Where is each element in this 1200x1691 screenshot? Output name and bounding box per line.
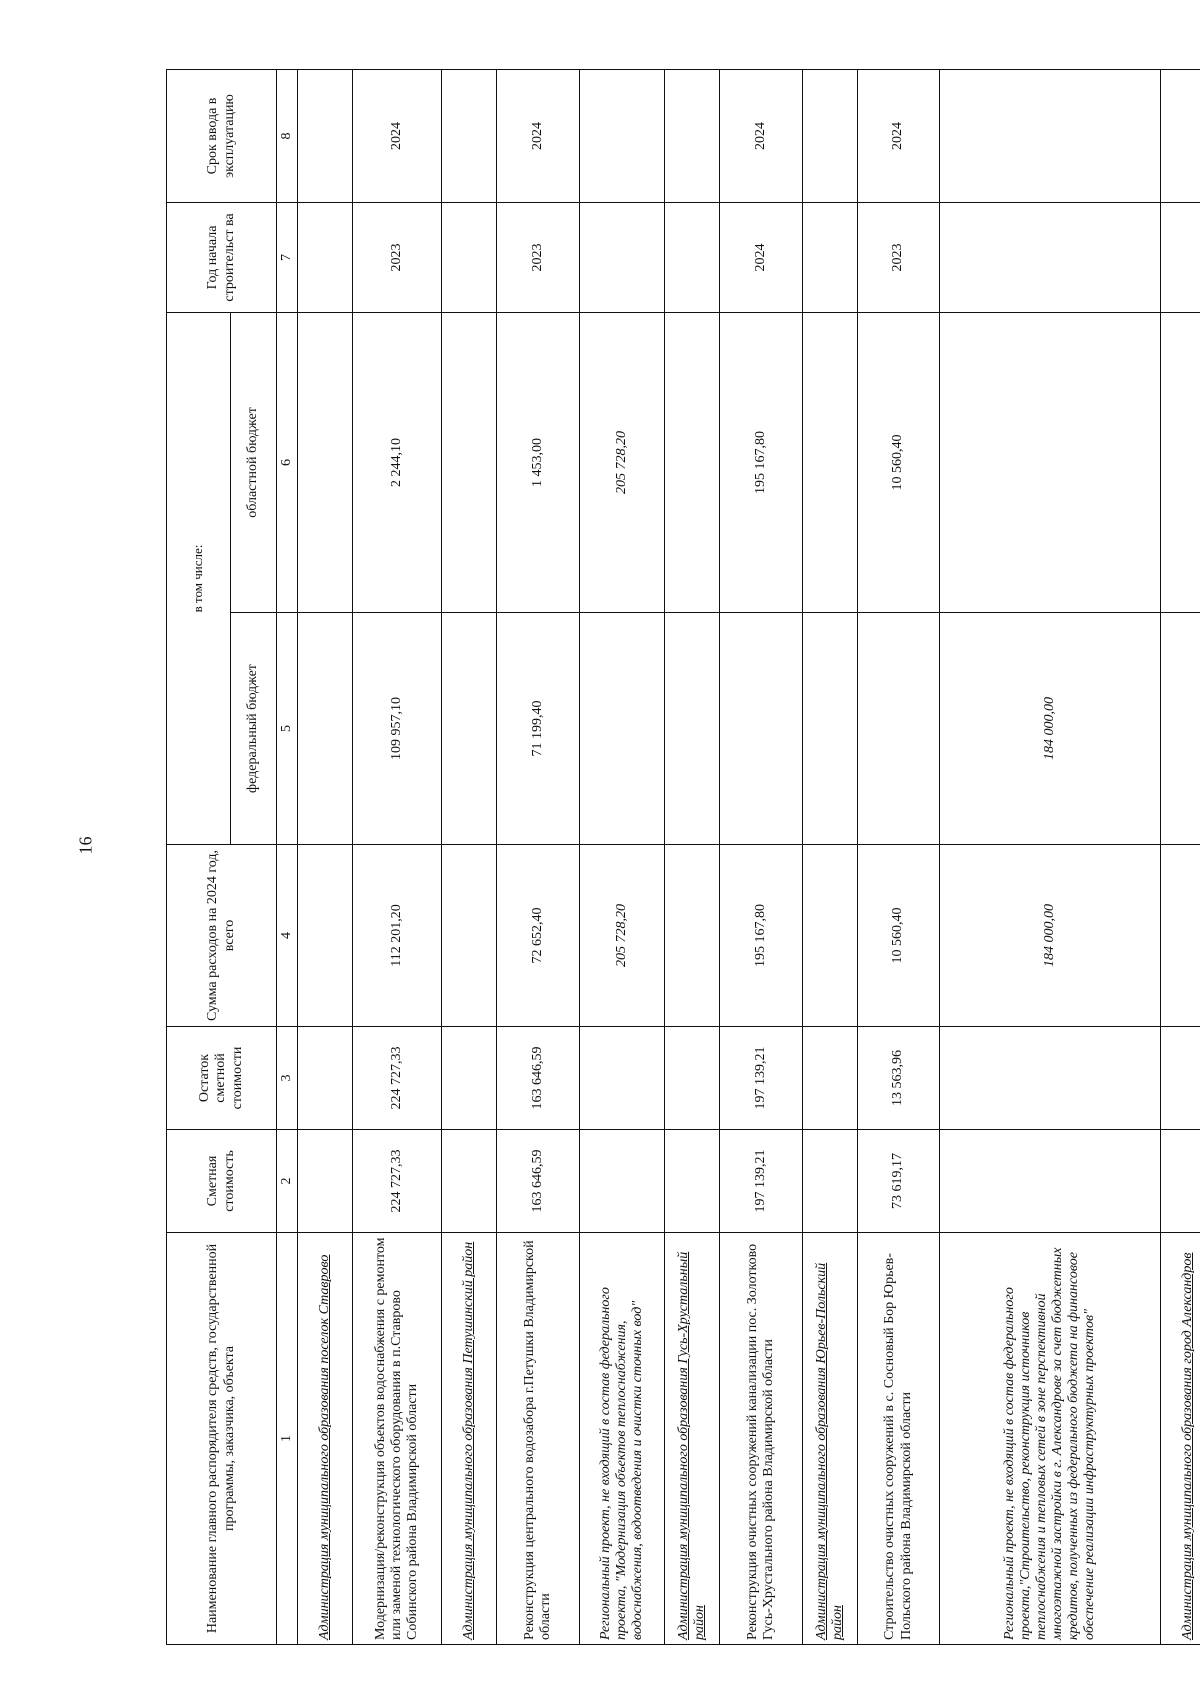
cell-c8	[664, 69, 719, 202]
cell-c6	[442, 312, 497, 612]
cell-c5	[1160, 613, 1200, 845]
column-number: 1	[277, 1233, 298, 1645]
header-in-that: в том числе:	[167, 312, 231, 844]
object-name	[857, 1233, 940, 1645]
object-name	[353, 1233, 442, 1645]
cell-c8	[940, 69, 1160, 202]
table-row	[580, 69, 665, 1644]
cell-c7	[664, 202, 719, 312]
cell-c4	[664, 845, 719, 1027]
cell-c4: 184 000,00	[940, 845, 1160, 1027]
organization-name	[298, 1233, 353, 1645]
cell-c3	[664, 1027, 719, 1130]
header-commission-date: Срок ввода в эксплуатацию	[167, 69, 277, 202]
cell-c5: 71 199,40	[497, 613, 580, 845]
table-row	[719, 69, 802, 1644]
cell-c8: 2024	[719, 69, 802, 202]
cell-c4: 195 167,80	[719, 845, 802, 1027]
table-row	[802, 69, 857, 1644]
cell-c6: 2 244,10	[353, 312, 442, 612]
cell-c4	[802, 845, 857, 1027]
cell-c3	[1160, 1027, 1200, 1130]
cell-c8: 2024	[857, 69, 940, 202]
cell-c3: 224 727,33	[353, 1027, 442, 1130]
cell-c4	[442, 845, 497, 1027]
column-number: 4	[277, 845, 298, 1027]
header-remaining-cost: Остаток сметной стоимости	[167, 1027, 277, 1130]
column-number: 7	[277, 202, 298, 312]
table-row	[940, 69, 1160, 1644]
cell-c2: 163 646,59	[497, 1130, 580, 1233]
cell-c4: 72 652,40	[497, 845, 580, 1027]
cell-c8: 2024	[497, 69, 580, 202]
page-number: 16	[75, 836, 96, 855]
row-name-text: Модернизация/реконструкция объектов водоснабжения с ремонтом или заменой технологического оборудования в п.Ставрово Собинского района Владимирской области	[373, 1237, 421, 1640]
row-name-text: Администрация муниципального образования Юрьев-Польский район	[813, 1262, 845, 1640]
header-name: Наименование главного распорядителя средств, государственной программы, заказчика, объекта	[167, 1233, 277, 1645]
organization-name	[802, 1233, 857, 1645]
cell-c3	[580, 1027, 665, 1130]
cell-c2	[442, 1130, 497, 1233]
cell-c6: 10 560,40	[857, 312, 940, 612]
cell-c2	[802, 1130, 857, 1233]
cell-c6	[1160, 312, 1200, 612]
cell-c6: 1 453,00	[497, 312, 580, 612]
organization-name	[1160, 1233, 1200, 1645]
cell-c2: 197 139,21	[719, 1130, 802, 1233]
row-name-text: Администрация муниципального образования Петушинский район	[461, 1241, 477, 1640]
cell-c4: 205 728,20	[580, 845, 665, 1027]
cell-c3	[940, 1027, 1160, 1130]
budget-table	[166, 69, 1200, 1645]
cell-c2	[580, 1130, 665, 1233]
column-number: 5	[277, 613, 298, 845]
cell-c5: 184 000,00	[940, 613, 1160, 845]
table-body	[298, 69, 1200, 1644]
cell-c3: 197 139,21	[719, 1027, 802, 1130]
cell-c7: 2023	[353, 202, 442, 312]
cell-c6	[664, 312, 719, 612]
table-row	[298, 69, 353, 1644]
cell-c6	[940, 312, 1160, 612]
cell-c2: 224 727,33	[353, 1130, 442, 1233]
cell-c8	[802, 69, 857, 202]
cell-c5	[857, 613, 940, 845]
header-total-2024: Сумма расходов на 2024 год, всего	[167, 845, 277, 1027]
row-name-text: Администрация муниципального образования поселок Ставрово	[317, 1254, 333, 1640]
cell-c7	[298, 202, 353, 312]
cell-c6: 195 167,80	[719, 312, 802, 612]
column-number: 6	[277, 312, 298, 612]
cell-c3: 163 646,59	[497, 1027, 580, 1130]
row-name-text: Региональный проект, не входящий в состав федерального проекта, "Модернизация объектов теплоснабжения, водоснабжения, водоотведения и очистки сточных вод"	[597, 1287, 645, 1640]
cell-c5	[580, 613, 665, 845]
cell-c5	[298, 613, 353, 845]
cell-c8	[298, 69, 353, 202]
table-row	[497, 69, 580, 1644]
project-name	[580, 1233, 665, 1645]
cell-c6	[298, 312, 353, 612]
cell-c2	[1160, 1130, 1200, 1233]
organization-name	[664, 1233, 719, 1645]
row-name-text: Строительство очистных сооружений в с. Сосновый Бор Юрьев-Польского района Владимирской области	[882, 1253, 914, 1640]
cell-c7	[802, 202, 857, 312]
column-number: 8	[277, 69, 298, 202]
cell-c8	[442, 69, 497, 202]
table-row	[857, 69, 940, 1644]
cell-c5	[664, 613, 719, 845]
cell-c4: 112 201,20	[353, 845, 442, 1027]
column-number: 2	[277, 1130, 298, 1233]
project-name	[940, 1233, 1160, 1645]
cell-c2	[664, 1130, 719, 1233]
column-number: 3	[277, 1027, 298, 1130]
cell-c3	[802, 1027, 857, 1130]
cell-c8	[580, 69, 665, 202]
cell-c4: 10 560,40	[857, 845, 940, 1027]
object-name	[719, 1233, 802, 1645]
row-name-text: Администрация муниципального образования Гусь-Хрустальный район	[675, 1251, 707, 1640]
cell-c5	[719, 613, 802, 845]
header-estimate-cost: Сметная стоимость	[167, 1130, 277, 1233]
row-name-text: Региональный проект, не входящий в состав федерального проекта,"Строительство, реконструкция источников теплоснабжения и тепловых сетей в зоне перспективной многоэтажной застройки в г. Александрове за счет бюджетных кредитов, полученных из федерального бюджета на финансовое обеспечение реализации инфраструктурных проектов"	[1001, 1247, 1098, 1640]
cell-c7	[580, 202, 665, 312]
header-start-year: Год начала строительст ва	[167, 202, 277, 312]
table-row	[1160, 69, 1200, 1644]
cell-c7	[442, 202, 497, 312]
header-regional-budget: областной бюджет	[231, 312, 277, 612]
cell-c8	[1160, 69, 1200, 202]
cell-c7: 2024	[719, 202, 802, 312]
cell-c2	[298, 1130, 353, 1233]
cell-c6	[802, 312, 857, 612]
cell-c5	[442, 613, 497, 845]
cell-c5	[802, 613, 857, 845]
object-name	[497, 1233, 580, 1645]
cell-c7: 2023	[857, 202, 940, 312]
cell-c2: 73 619,17	[857, 1130, 940, 1233]
rotated-table-container	[166, 70, 1200, 1645]
cell-c4	[1160, 845, 1200, 1027]
organization-name	[442, 1233, 497, 1645]
header-federal-budget: федеральный бюджет	[231, 613, 277, 845]
table-row	[353, 69, 442, 1644]
table-row	[664, 69, 719, 1644]
cell-c7: 2023	[497, 202, 580, 312]
cell-c7	[940, 202, 1160, 312]
cell-c7	[1160, 202, 1200, 312]
cell-c5: 109 957,10	[353, 613, 442, 845]
row-name-text: Реконструкция центрального водозабора г.Петушки Владимирской области	[522, 1240, 554, 1640]
cell-c6: 205 728,20	[580, 312, 665, 612]
table-row	[442, 69, 497, 1644]
cell-c3: 13 563,96	[857, 1027, 940, 1130]
row-name-text: Реконструкция очистных сооружений канализации пос. Золотково Гусь-Хрустального района Владимирской области	[744, 1243, 776, 1640]
row-name-text: Администрация муниципального образования город Александров	[1179, 1252, 1195, 1640]
cell-c8: 2024	[353, 69, 442, 202]
cell-c2	[940, 1130, 1160, 1233]
cell-c3	[442, 1027, 497, 1130]
cell-c3	[298, 1027, 353, 1130]
cell-c4	[298, 845, 353, 1027]
